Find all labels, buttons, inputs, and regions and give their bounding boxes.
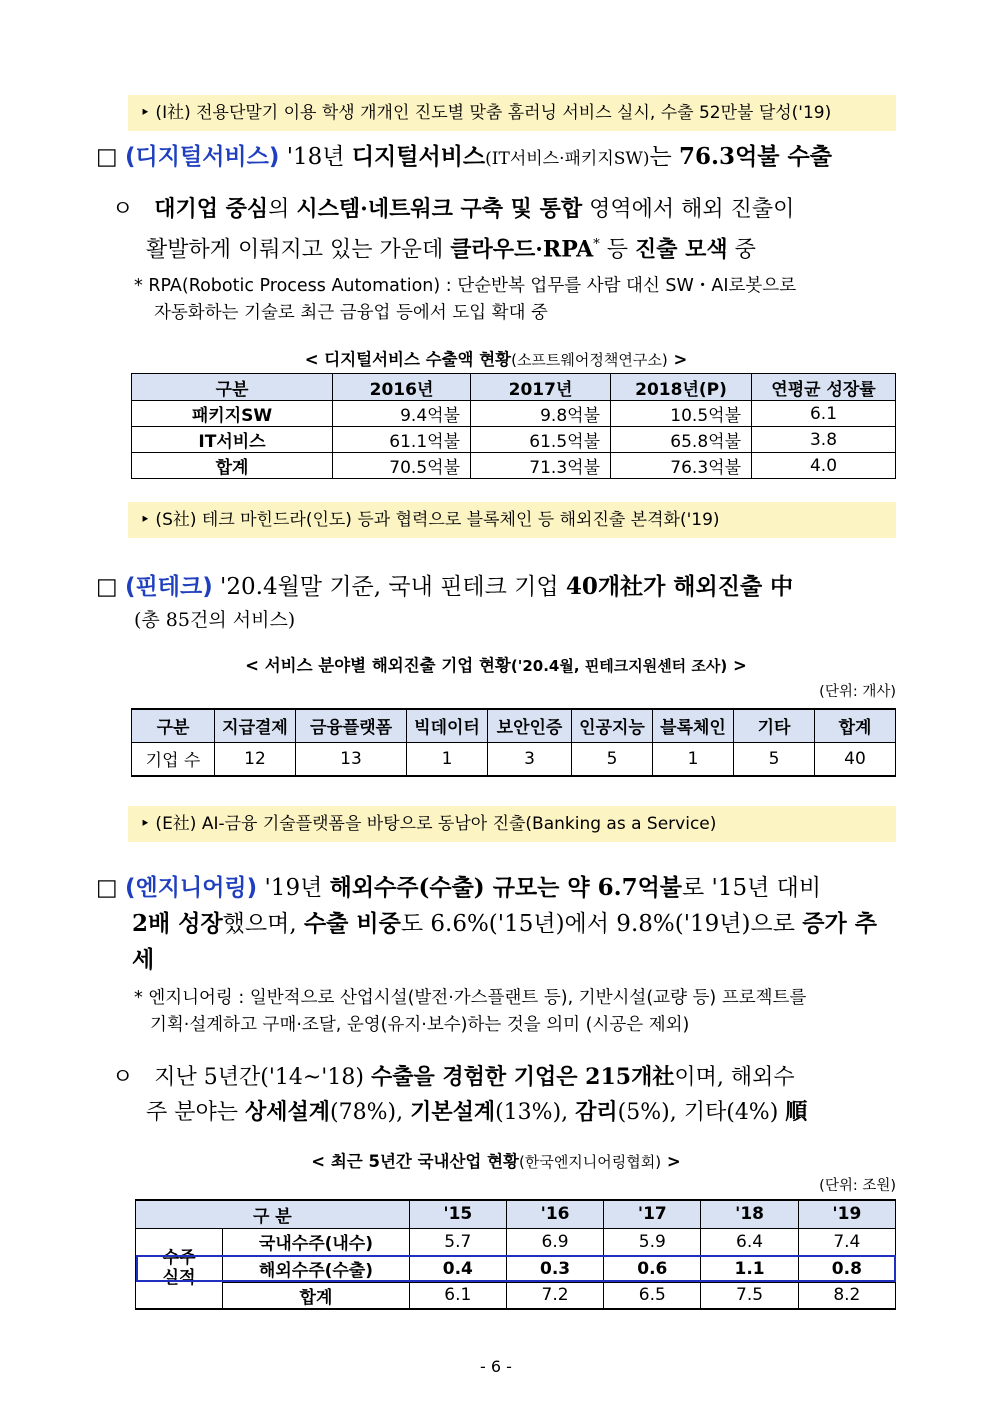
caption-end: > — [667, 350, 688, 369]
table-header: '18 — [701, 1200, 798, 1228]
table-header: 구분 — [132, 709, 215, 742]
table-row — [132, 427, 896, 453]
text: 활발하게 이뤄지고 있는 가운데 — [146, 237, 451, 263]
footnote-rpa — [134, 273, 904, 327]
table-header: 금융플랫폼 — [296, 709, 407, 742]
caption-end: > — [661, 1152, 681, 1171]
caption-source: (한국엔지니어링협회) — [518, 1153, 662, 1171]
section-heading-engineering — [96, 870, 896, 978]
text: (13%), — [495, 1100, 576, 1125]
table-cell: 6.9 — [506, 1228, 603, 1255]
table-cell: 65.8억불 — [611, 427, 752, 453]
table-cell: 3 — [488, 742, 572, 776]
text: 이며, 해외수 — [674, 1065, 795, 1090]
text: 영역에서 해외 진출이 — [582, 197, 795, 222]
caption-text: < 디지털서비스 수출액 현황 — [304, 350, 512, 369]
table-header: '19 — [798, 1200, 895, 1228]
heading-bold: 2배 성장 — [132, 910, 223, 937]
text: (5%), 기타(4%) — [617, 1100, 786, 1125]
digital-bullet-paragraph — [112, 193, 902, 266]
table-cell: 9.8억불 — [471, 401, 611, 427]
text: 중 — [727, 237, 756, 263]
table-header: '15 — [409, 1200, 506, 1228]
table-header: 2017년 — [471, 374, 611, 401]
unit-label: (단위: 개사) — [819, 684, 896, 700]
table-row — [136, 1282, 896, 1309]
heading-paren: (IT서비스·패키지SW) — [485, 149, 650, 169]
paragraph-line — [112, 1095, 902, 1130]
heading-bold: 40개社가 해외진출 中 — [565, 573, 794, 600]
bold-text: 감리 — [575, 1099, 618, 1125]
heading-text: '18년 — [279, 144, 352, 170]
text: 주 분야는 — [146, 1100, 245, 1125]
note-text: ‣ (E社) AI-금융 기술플랫폼을 바탕으로 동남아 진출(Banking as a Service) — [140, 814, 717, 834]
table-cell: 10.5억불 — [611, 401, 752, 427]
table-header: 기타 — [734, 709, 815, 742]
table-caption-engineering — [0, 1148, 992, 1172]
table-header: '17 — [604, 1200, 701, 1228]
table-cell: 7.2 — [506, 1282, 603, 1309]
footnote-line: 기획·설계하고 구매·조달, 운영(유지·보수)하는 것을 의미 (시공은 제외) — [150, 1015, 690, 1035]
table-cell: 70.5억불 — [333, 453, 471, 479]
checkbox-square-icon: □ — [96, 144, 118, 170]
row-label: 합계 — [223, 1282, 409, 1309]
table-cell: 12 — [215, 742, 296, 776]
table-cell: 4.0 — [752, 453, 896, 479]
heading-bold: 세 — [132, 946, 155, 973]
table-row — [132, 742, 896, 776]
text: 의 — [268, 197, 297, 222]
caption-source: (소프트웨어정책연구소) — [511, 351, 668, 369]
row-label: 해외수주(수출) — [223, 1255, 409, 1282]
table-cell: 7.5 — [701, 1282, 798, 1309]
footnote-line: 자동화하는 기술로 최근 금융업 등에서 도입 확대 중 — [154, 303, 548, 323]
table-header: 2018년(P) — [611, 374, 752, 401]
heading-bold: 수출 비중 — [303, 910, 401, 937]
row-label: 기업 수 — [132, 742, 215, 776]
bold-text: 진출 모색 — [634, 236, 728, 263]
heading-line — [96, 870, 896, 906]
table-cell: 8.2 — [798, 1282, 895, 1309]
bold-text: 수출을 경험한 기업은 215개社 — [370, 1064, 675, 1090]
caption-source: ('20.4월, 핀테크지원센터 조사) — [510, 657, 728, 675]
table-header: 합계 — [815, 709, 896, 742]
unit-label: (단위: 조원) — [819, 1178, 896, 1194]
row-label: 패키지SW — [132, 401, 333, 427]
section-heading-fintech — [96, 570, 896, 604]
table-cell: 6.5 — [604, 1282, 701, 1309]
bullet-icon: ㅇ — [112, 1065, 134, 1090]
table-cell: 1 — [407, 742, 488, 776]
table-cell: 7.4 — [798, 1228, 895, 1255]
table-header: 블록체인 — [653, 709, 734, 742]
table-cell: 5.7 — [409, 1228, 506, 1255]
note-box-s-company — [128, 502, 896, 538]
note-text: ‣ (S社) 테크 마힌드라(인도) 등과 협력으로 블록체인 등 해외진출 본격화('19) — [140, 510, 720, 530]
table-cell: 13 — [296, 742, 407, 776]
table-cell: 3.8 — [752, 427, 896, 453]
table-cell: 0.8 — [798, 1255, 895, 1282]
table-header: 인공지능 — [572, 709, 653, 742]
paragraph-line — [112, 1060, 902, 1095]
checkbox-square-icon: □ — [96, 875, 118, 901]
table-header: 빅데이터 — [407, 709, 488, 742]
bold-text: 기본설계 — [410, 1099, 496, 1125]
note-box-e-company — [128, 806, 896, 842]
text: 지난 5년간('14~'18) — [154, 1065, 371, 1090]
page-number: - 6 - — [480, 1357, 512, 1376]
heading-bold: 증가 추 — [802, 910, 877, 937]
group-label: 수주 실적 — [136, 1228, 223, 1309]
table-cell: 6.1 — [752, 401, 896, 427]
caption-end: > — [727, 656, 747, 675]
table-row — [136, 1228, 896, 1255]
table-caption-digital — [0, 346, 992, 370]
heading-text: 는 — [649, 144, 680, 170]
table-cell: 6.4 — [701, 1228, 798, 1255]
engineering-bullet-paragraph — [112, 1060, 902, 1130]
paragraph-line — [112, 228, 902, 266]
category-label: (엔지니어링) — [125, 875, 258, 901]
bold-text: 상세설계 — [245, 1099, 331, 1125]
checkbox-square-icon: □ — [96, 574, 118, 600]
table-cell: 5.9 — [604, 1228, 701, 1255]
table-header: 연평균 성장률 — [752, 374, 896, 401]
bold-text: 클라우드·RPA — [450, 236, 594, 263]
table-cell: 40 — [815, 742, 896, 776]
table-cell: 5 — [572, 742, 653, 776]
text: 등 — [599, 237, 635, 263]
bold-text: 順 — [785, 1099, 808, 1125]
footnote-line: * RPA(Robotic Process Automation) : 단순반복 업무를 사람 대신 SW・AI로봇으로 — [134, 276, 797, 296]
table-cell: 1 — [653, 742, 734, 776]
table-cell: 76.3억불 — [611, 453, 752, 479]
row-label: 국내수주(내수) — [223, 1228, 409, 1255]
heading-bold: 디지털서비스 — [351, 143, 486, 170]
table-cell: 0.3 — [506, 1255, 603, 1282]
table-cell: 9.4억불 — [333, 401, 471, 427]
category-label: (디지털서비스) — [125, 144, 280, 170]
footnote-star: * — [593, 237, 600, 252]
footnote-line: * 엔지니어링 : 일반적으로 산업시설(발전·가스플랜트 등), 기반시설(교량 등) 프로젝트를 — [134, 988, 807, 1008]
table-row-highlighted — [136, 1255, 896, 1282]
heading-text: '20.4월말 기준, 국내 핀테크 기업 — [212, 574, 566, 600]
heading-text: 로 '15년 대비 — [682, 875, 822, 901]
table-row — [132, 453, 896, 479]
section-heading-digital — [96, 140, 896, 176]
row-label: 합계 — [132, 453, 333, 479]
engineering-table — [135, 1199, 896, 1310]
table-header: 지급결제 — [215, 709, 296, 742]
table-caption-fintech — [0, 652, 992, 676]
bold-text: 대기업 중심 — [154, 196, 269, 222]
table-header: 구 분 — [136, 1200, 410, 1228]
table-cell: 1.1 — [701, 1255, 798, 1282]
fintech-table — [131, 708, 896, 777]
table-cell: 71.3억불 — [471, 453, 611, 479]
row-label: IT서비스 — [132, 427, 333, 453]
heading-text: '19년 — [257, 875, 330, 901]
table-cell: 0.6 — [604, 1255, 701, 1282]
text: (78%), — [330, 1100, 411, 1125]
note-box-i-company — [128, 95, 896, 131]
table-header: 구분 — [132, 374, 333, 401]
table-cell: 61.5억불 — [471, 427, 611, 453]
digital-services-table — [131, 373, 896, 479]
bold-text: 시스템·네트워크 구축 및 통합 — [296, 196, 583, 222]
table-header: '16 — [506, 1200, 603, 1228]
bullet-icon: ㅇ — [112, 197, 134, 222]
category-label: (핀테크) — [125, 574, 213, 600]
heading-text: 도 6.6%('15년)에서 9.8%('19년)으로 — [400, 911, 803, 937]
heading-bold: 76.3억불 수출 — [679, 143, 832, 170]
footnote-engineering — [134, 985, 904, 1039]
heading-line — [96, 906, 896, 942]
table-header: 보안인증 — [488, 709, 572, 742]
heading-bold: 해외수주(수출) 규모는 약 6.7억불 — [329, 874, 683, 901]
table-cell: 6.1 — [409, 1282, 506, 1309]
table-header: 2016년 — [333, 374, 471, 401]
fintech-subtext: (총 85건의 서비스) — [134, 609, 296, 631]
paragraph-line — [112, 193, 902, 226]
heading-line — [96, 942, 896, 978]
caption-text: < 서비스 분야별 해외진출 기업 현황 — [245, 656, 511, 675]
note-text: ‣ (I社) 전용단말기 이용 학생 개개인 진도별 맞춤 홈러닝 서비스 실시, 수출 52만불 달성('19) — [140, 103, 832, 123]
table-cell: 5 — [734, 742, 815, 776]
table-cell: 0.4 — [409, 1255, 506, 1282]
caption-text: < 최근 5년간 국내산업 현황 — [311, 1152, 519, 1171]
table-row — [132, 401, 896, 427]
table-cell: 61.1억불 — [333, 427, 471, 453]
heading-text: 했으며, — [222, 911, 304, 937]
